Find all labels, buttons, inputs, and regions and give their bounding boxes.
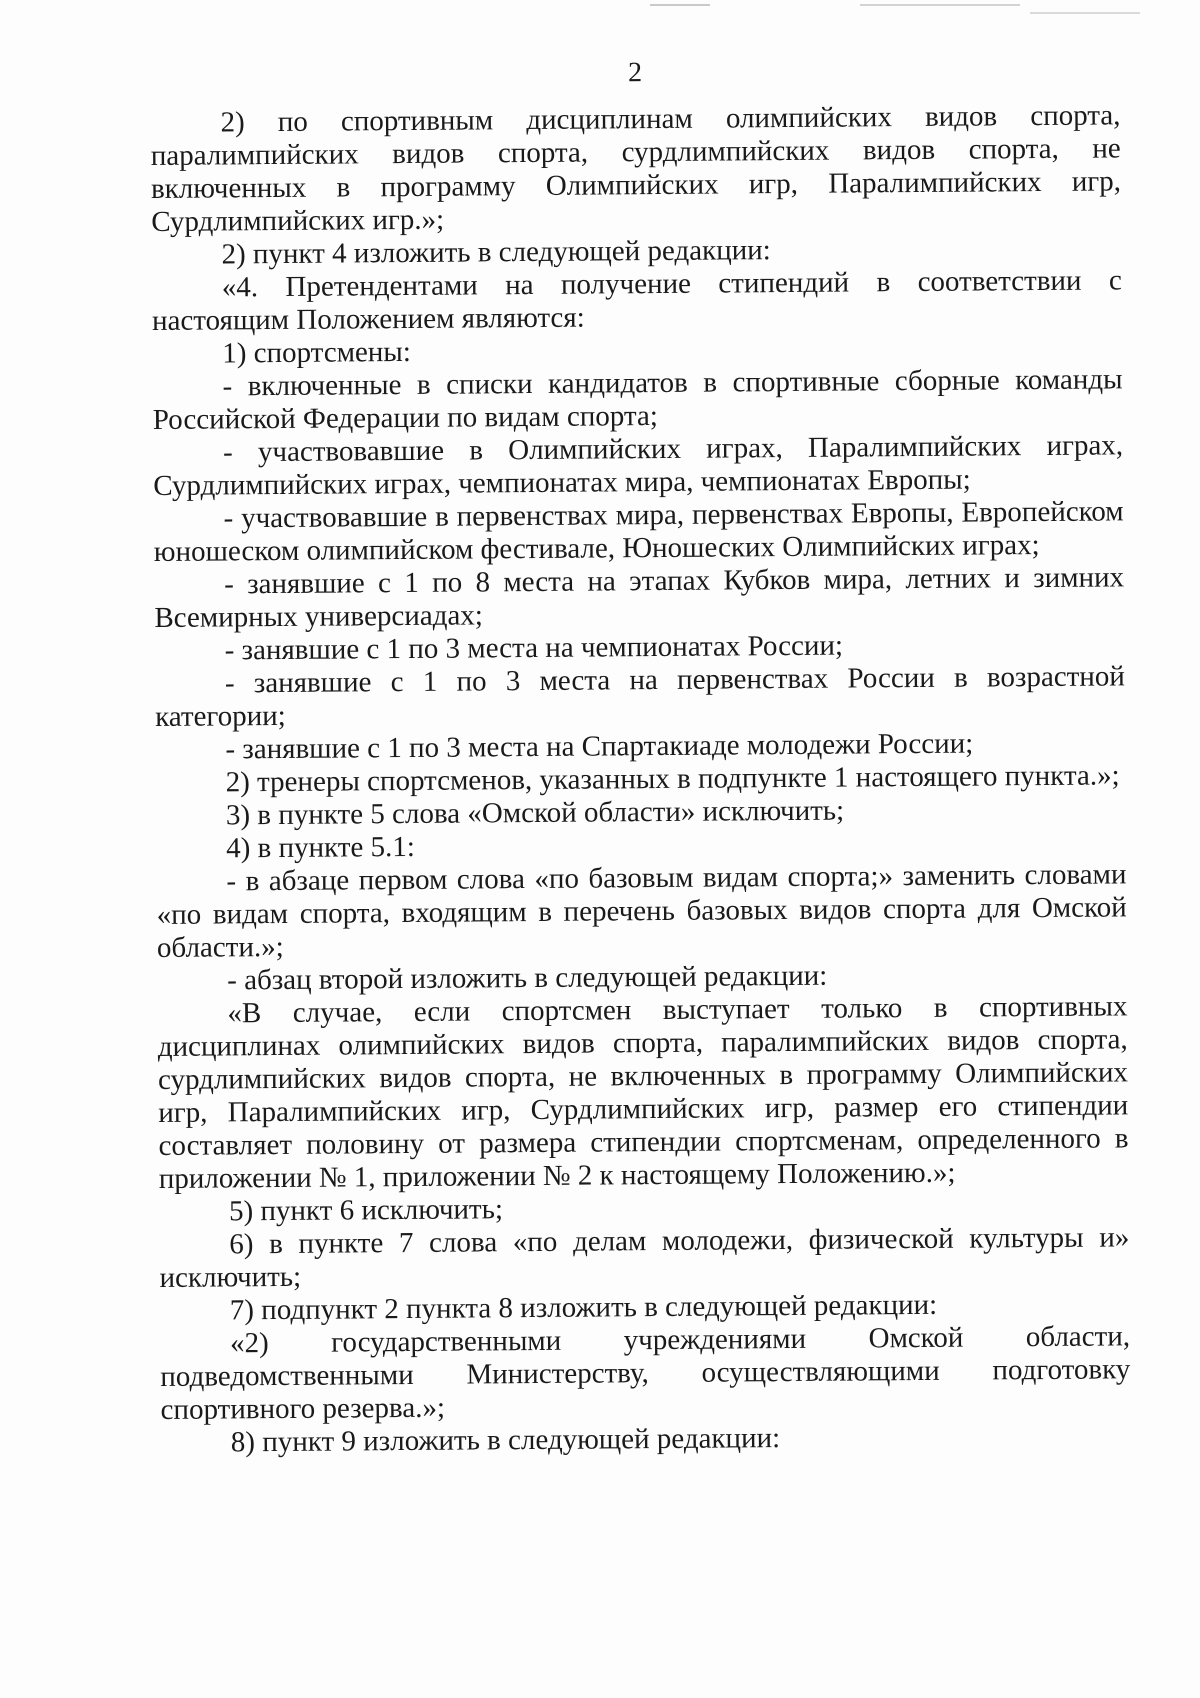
paragraph: - занявшие с 1 по 3 места на Спартакиаде молодежи России;	[225, 727, 974, 766]
paragraph: 3) в пункте 5 слова «Омской области» исключить;	[225, 794, 845, 832]
scan-artifact	[860, 4, 1020, 6]
paragraph: - абзац второй изложить в следующей редакции:	[227, 959, 828, 997]
paragraph: - в абзаце первом слова «по базовым видам спорта;» заменить словами «по видам спорта, входящим в перечень базовых видов спорта для Омской области.»;	[156, 858, 1127, 964]
page-number: 2	[627, 57, 643, 89]
paragraph: - занявшие с 1 по 8 места на этапах Кубков мира, летних и зимних Всемирных универсиадах;	[154, 561, 1125, 634]
paragraph: 7) подпункт 2 пункта 8 изложить в следующей редакции:	[229, 1288, 938, 1327]
scan-artifact	[650, 4, 710, 6]
paragraph: 2) пункт 4 изложить в следующей редакции:	[221, 234, 771, 271]
scan-artifact	[1030, 12, 1140, 14]
paragraph: 2) тренеры спортсменов, указанных в подпункте 1 настоящего пункта.»;	[225, 759, 1120, 799]
paragraph: 5) пункт 6 исключить;	[228, 1193, 504, 1228]
paragraph: 1) спортсмены:	[222, 335, 412, 370]
document-body	[150, 52, 1131, 1460]
paragraph: 6) в пункте 7 слова «по делам молодежи, физической культуры и» исключить;	[159, 1221, 1130, 1294]
paragraph: - занявшие с 1 по 3 места на чемпионатах России;	[224, 629, 844, 667]
paragraph: 8) пункт 9 изложить в следующей редакции:	[230, 1422, 781, 1459]
paragraph: 2) по спортивным дисциплинам олимпийских видов спорта, паралимпийских видов спорта, сурдлимпийских видов спорта, не включенных в программу Олимпийских игр, Паралимпийских игр, Сурдлимпийских игр.»;	[150, 99, 1122, 238]
paragraph: - участвовавшие в Олимпийских играх, Паралимпийских играх, Сурдлимпийских играх, чемпионатах мира, чемпионатах Европы;	[153, 429, 1124, 502]
paragraph: - участвовавшие в первенствах мира, первенствах Европы, Европейском юношеском олимпийском фестивале, Юношеских Олимпийских играх;	[153, 495, 1124, 568]
paragraph: 4) в пункте 5.1:	[226, 830, 416, 865]
paragraph: «4. Претендентами на получение стипендий в соответствии с настоящим Положением являются:	[151, 264, 1122, 337]
paragraph: «В случае, если спортсмен выступает только в спортивных дисциплинах олимпийских видов спорта, паралимпийских видов спорта, сурдлимпийских видов спорта, не включенных в программу Олимпийских игр, Паралимпийских игр, Сурдлимпийских игр, размер его стипендии составляет половину от размера стипендии спортсменам, определенного в приложении № 1, приложении № 2 к настоящему Положению.»;	[157, 990, 1129, 1195]
paragraph: - включенные в списки кандидатов в спортивные сборные команды Российской Федерации по видам спорта;	[152, 363, 1123, 436]
paragraph: «2) государственными учреждениями Омской области, подведомственными Министерству, осуществляющими подготовку спортивного резерва.»;	[160, 1320, 1131, 1426]
paragraph: - занявшие с 1 по 3 места на первенствах России в возрастной категории;	[155, 660, 1125, 733]
